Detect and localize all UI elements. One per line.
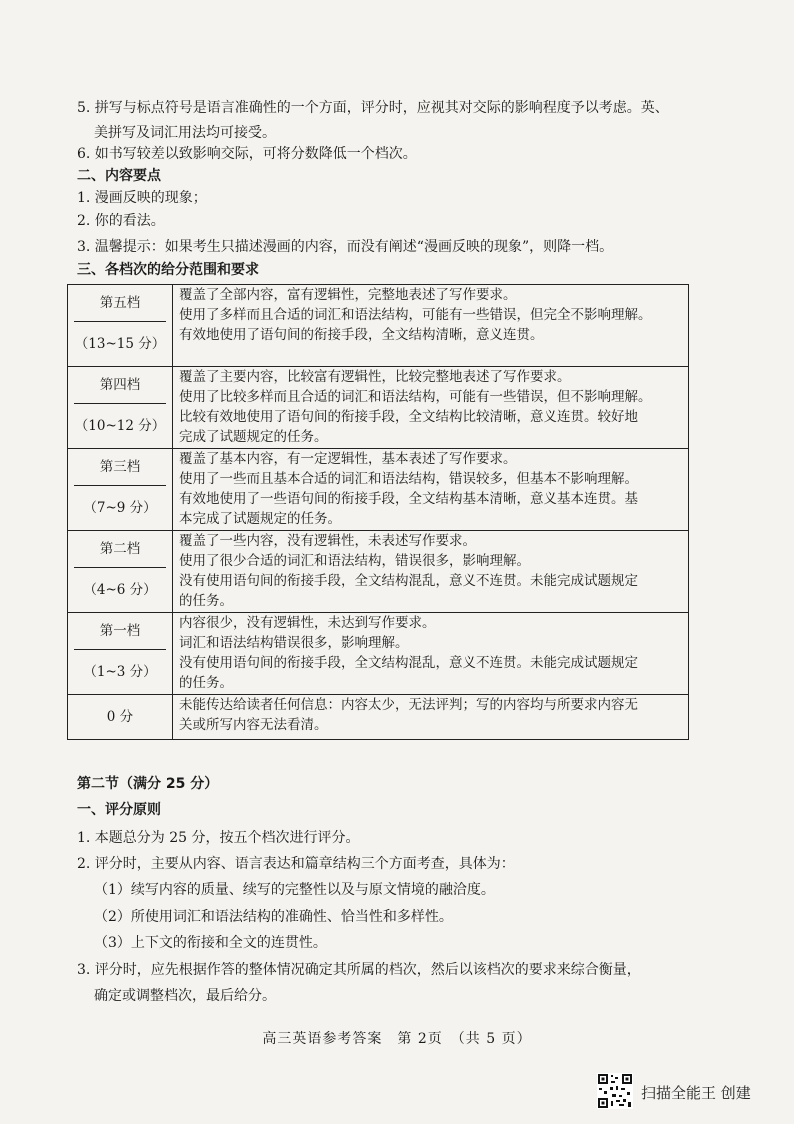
grade-desc-line: 未能传达给读者任何信息：内容太少，无法评判；写的内容均与所要求内容无 <box>179 697 638 713</box>
principle-item-3-line2: 确定或调整档次，最后给分。 <box>94 988 276 1004</box>
grade-desc-line: 的任务。 <box>179 593 233 609</box>
grade-desc-line: 比较有效地使用了语句间的衔接手段，全文结构比较清晰，意义连贯。较好地 <box>179 409 638 425</box>
content-points-heading: 二、内容要点 <box>77 168 161 184</box>
grade-level-range: （13~15 分） <box>74 336 166 352</box>
grade-desc-line: 没有使用语句间的衔接手段，全文结构混乱，意义不连贯。未能完成试题规定 <box>179 655 638 671</box>
grade-description <box>173 695 689 740</box>
content-point-3: 3. 温馨提示：如果考生只描述漫画的内容，而没有阐述“漫画反映的现象”，则降一档。 <box>77 239 614 255</box>
grade-row-5 <box>68 285 689 367</box>
grading-table <box>67 284 689 740</box>
page-footer: 高三英语参考答案 第 2页 （共 5 页） <box>262 1031 532 1047</box>
grade-desc-line: 内容很少，没有逻辑性，未达到写作要求。 <box>179 615 436 631</box>
rule-item-5-line2: 美拼写及词汇用法均可接受。 <box>94 125 276 141</box>
section2-heading: 第二节（满分 25 分） <box>77 776 219 792</box>
grade-desc-line: 使用了比较多样而且合适的词汇和语法结构，可能有一些错误，但不影响理解。 <box>179 389 652 405</box>
grade-level-name: 第四档 <box>74 367 166 404</box>
grade-desc-line: 使用了多样而且合适的词汇和语法结构，可能有一些错误，但完全不影响理解。 <box>179 307 652 323</box>
grade-row-0 <box>68 695 689 740</box>
grade-desc-line: 使用了一些而且基本合适的词汇和语法结构，错误较多，但基本不影响理解。 <box>179 471 638 487</box>
principles-heading: 一、评分原则 <box>77 802 161 818</box>
grade-level-cell <box>68 531 173 613</box>
grade-description <box>173 367 689 449</box>
grade-desc-line: 覆盖了全部内容，富有逻辑性，完整地表述了写作要求。 <box>179 287 517 303</box>
grade-description <box>173 531 689 613</box>
grade-level-name: 第三档 <box>74 449 166 486</box>
grade-desc-line: 的任务。 <box>179 675 233 691</box>
grade-desc-line: 覆盖了一些内容，没有逻辑性，未表述写作要求。 <box>179 533 476 549</box>
rule-item-5-line1: 5. 拼写与标点符号是语言准确性的一个方面，评分时，应视其对交际的影响程度予以考虑。英、 <box>77 100 669 116</box>
grade-level-range: （1~3 分） <box>83 664 157 680</box>
grade-row-1 <box>68 613 689 695</box>
grade-level-name: 第二档 <box>74 531 166 568</box>
grade-desc-line: 本完成了试题规定的任务。 <box>179 511 341 527</box>
scanner-watermark: 扫描全能王 创建 <box>641 1084 751 1102</box>
grade-desc-line: 有效地使用了语句间的衔接手段，全文结构清晰，意义连贯。 <box>179 327 544 343</box>
grade-desc-line: 覆盖了基本内容，有一定逻辑性，基本表述了写作要求。 <box>179 451 517 467</box>
grade-level-zero: 0 分 <box>68 695 173 740</box>
grade-level-range: （10~12 分） <box>74 418 166 434</box>
grade-description <box>173 285 689 367</box>
principle-sub-1: （1）续写内容的质量、续写的完整性以及与原文情境的融洽度。 <box>94 882 495 898</box>
grade-level-range: （4~6 分） <box>83 582 157 598</box>
grade-desc-line: 覆盖了主要内容，比较富有逻辑性，比较完整地表述了写作要求。 <box>179 369 571 385</box>
grade-desc-line: 关或所写内容无法看清。 <box>179 717 328 733</box>
grade-level-cell <box>68 449 173 531</box>
grade-desc-line: 词汇和语法结构错误很多，影响理解。 <box>179 635 409 651</box>
grade-row-3 <box>68 449 689 531</box>
grade-level-name: 第五档 <box>74 285 166 322</box>
principle-item-3-line1: 3. 评分时，应先根据作答的整体情况确定其所属的档次，然后以该档次的要求来综合衡量， <box>77 962 641 978</box>
principle-item-2: 2. 评分时，主要从内容、语言表达和篇章结构三个方面考查，具体为： <box>77 856 515 872</box>
grade-level-range: （7~9 分） <box>83 500 157 516</box>
grade-description <box>173 449 689 531</box>
grade-desc-line: 使用了很少合适的词汇和语法结构，错误很多，影响理解。 <box>179 553 530 569</box>
content-point-1: 1. 漫画反映的现象； <box>77 190 207 206</box>
principle-sub-2: （2）所使用词汇和语法结构的准确性、恰当性和多样性。 <box>94 909 453 925</box>
principle-item-1: 1. 本题总分为 25 分，按五个档次进行评分。 <box>77 830 360 846</box>
content-point-2: 2. 你的看法。 <box>77 213 165 229</box>
rule-item-6: 6. 如书写较差以致影响交际，可将分数降低一个档次。 <box>77 146 417 162</box>
grade-row-4 <box>68 367 689 449</box>
grade-desc-line: 完成了试题规定的任务。 <box>179 429 328 445</box>
qr-code-icon <box>597 1073 633 1109</box>
grade-level-cell <box>68 367 173 449</box>
grade-section-heading: 三、各档次的给分范围和要求 <box>77 262 259 278</box>
grade-level-cell <box>68 285 173 367</box>
grade-row-2 <box>68 531 689 613</box>
grade-level-cell <box>68 613 173 695</box>
grade-description <box>173 613 689 695</box>
grade-desc-line: 有效地使用了一些语句间的衔接手段，全文结构基本清晰，意义基本连贯。基 <box>179 491 638 507</box>
grade-level-name: 第一档 <box>74 613 166 650</box>
principle-sub-3: （3）上下文的衔接和全文的连贯性。 <box>94 935 327 951</box>
grade-desc-line: 没有使用语句间的衔接手段，全文结构混乱，意义不连贯。未能完成试题规定 <box>179 573 638 589</box>
